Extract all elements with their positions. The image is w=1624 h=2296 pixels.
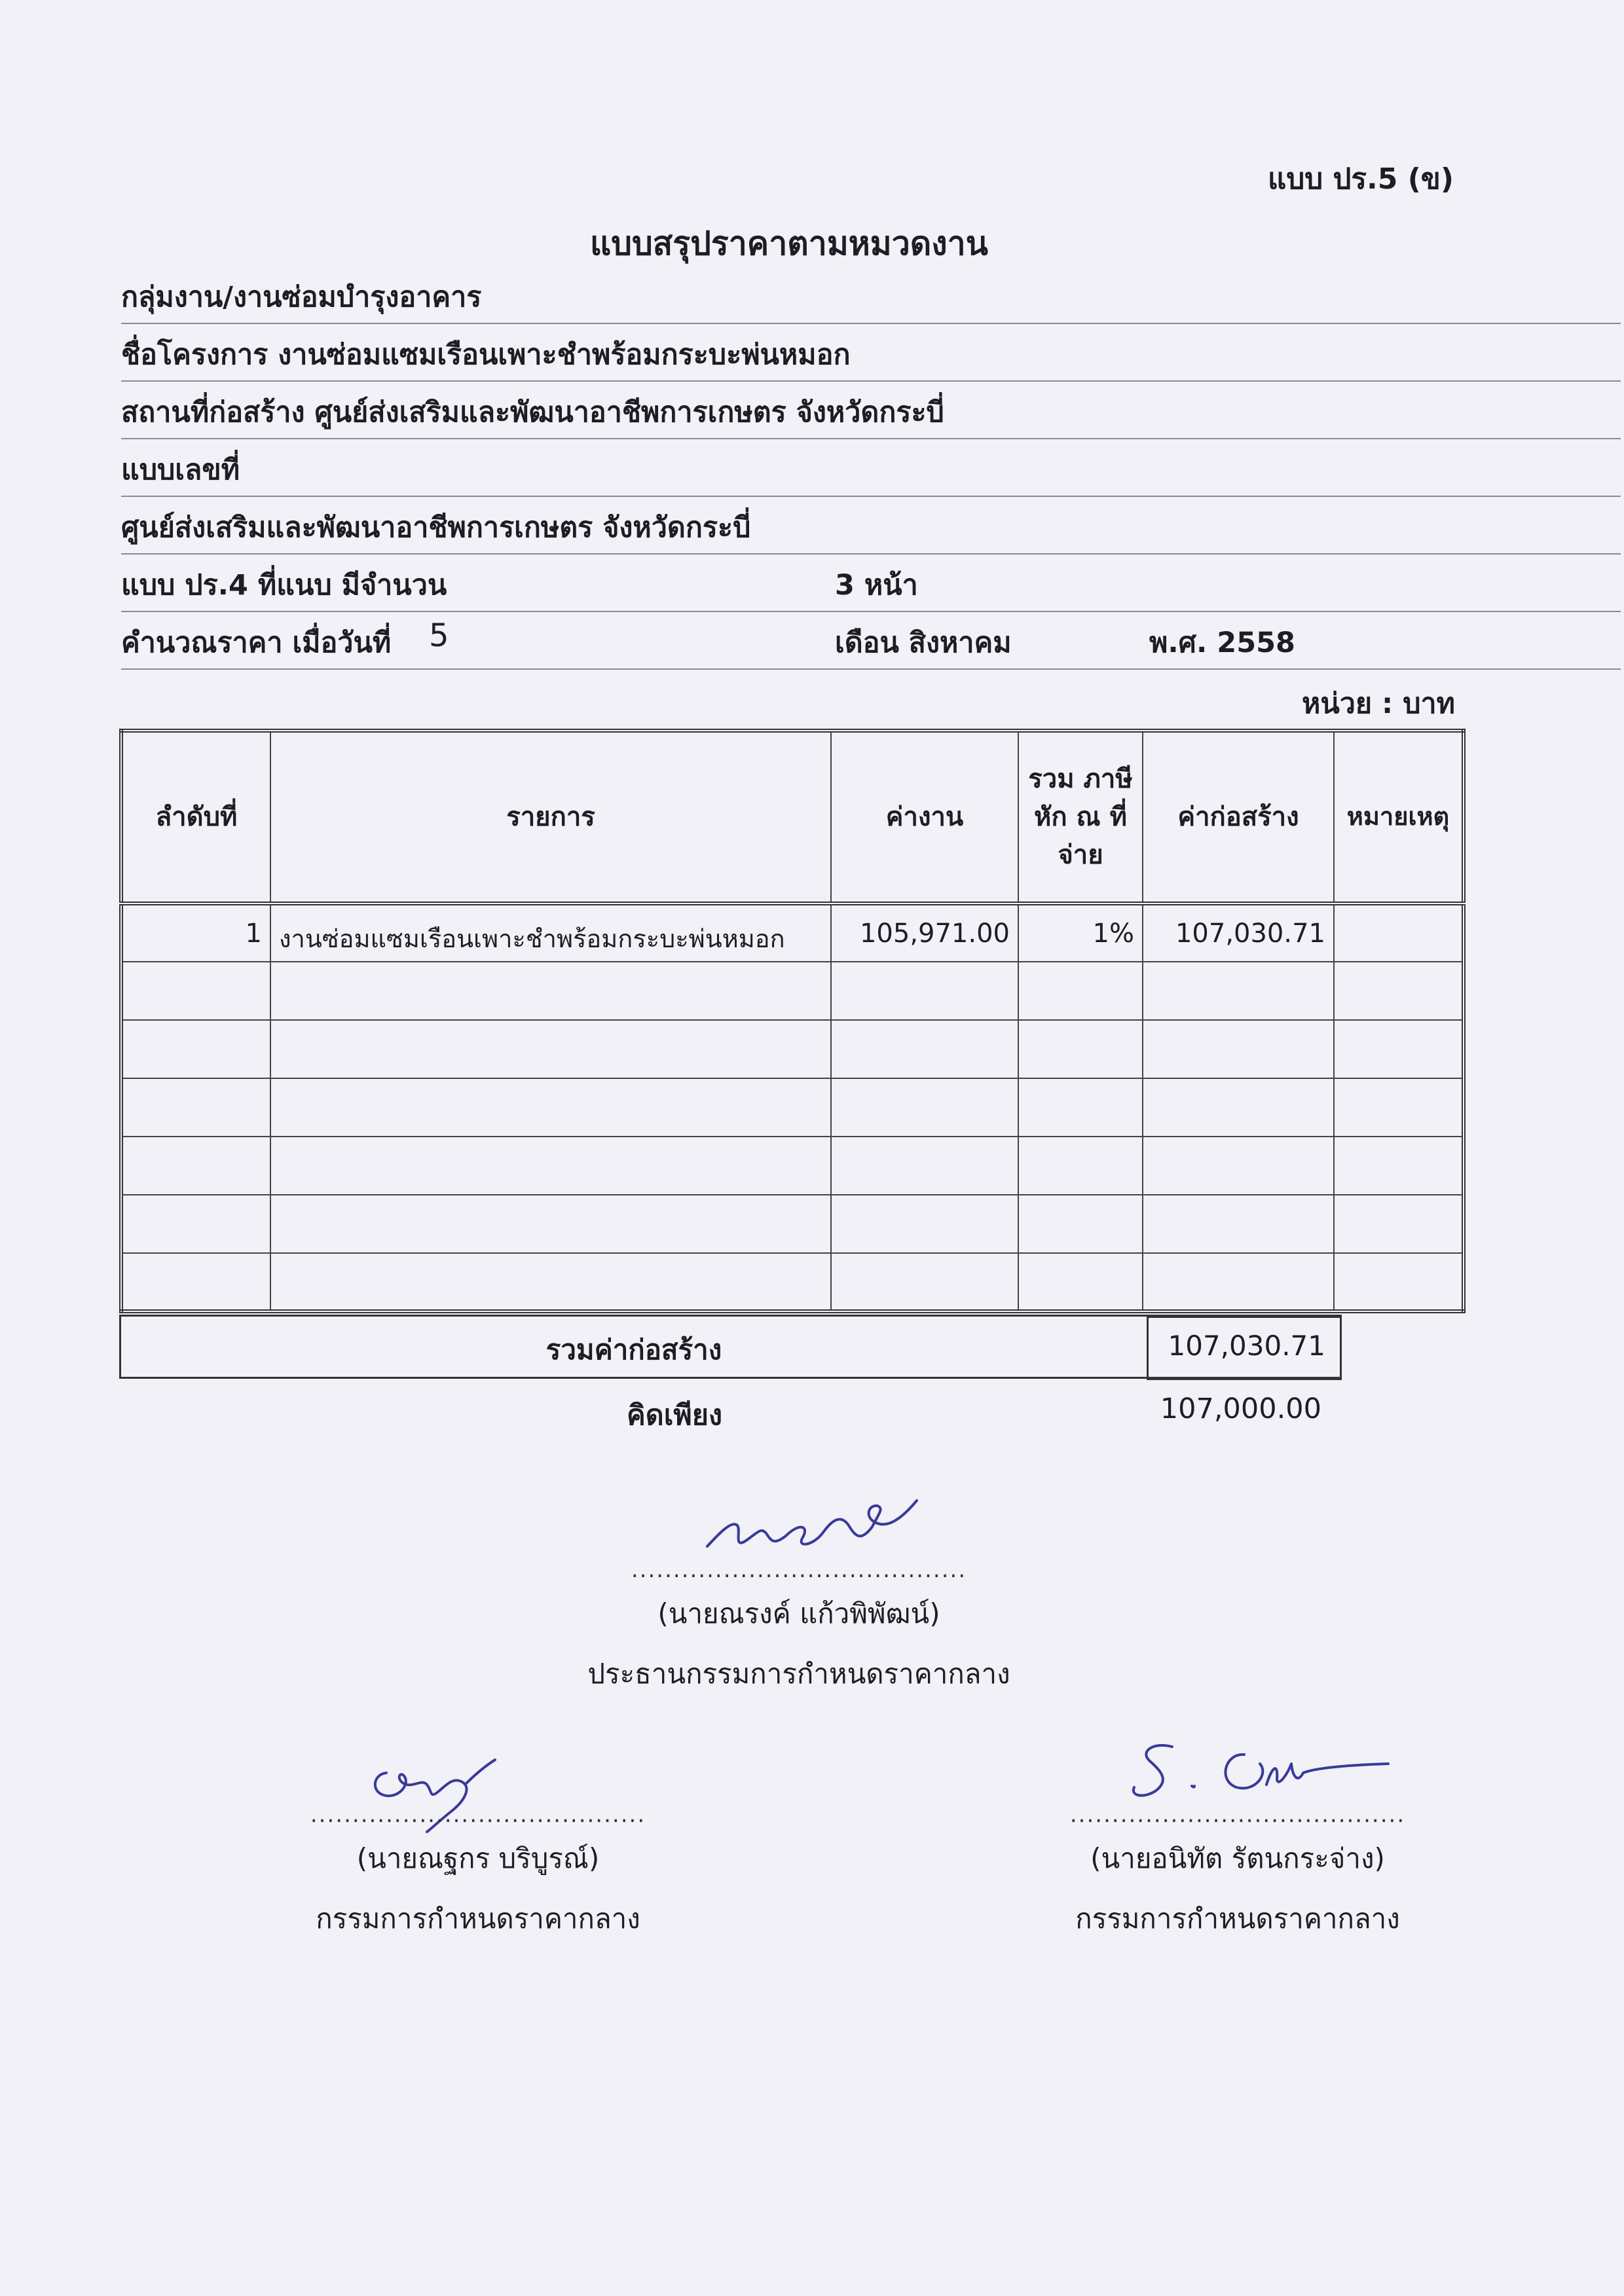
- total-value: 107,030.71: [1168, 1330, 1325, 1362]
- info-line-location: [121, 380, 1621, 439]
- row-item: งานซ่อมแซมเรือนเพาะชำพร้อมกระบะพ่นหมอก: [270, 903, 831, 962]
- document-title: แบบสรุปราคาตามหมวดงาน: [590, 225, 988, 263]
- project-name: ชื่อโครงการ งานซ่อมแซมเรือนเพาะชำพร้อมกระบะพ่นหมอก: [121, 338, 851, 371]
- table-header-row: [121, 731, 1464, 903]
- currency-unit: หน่วย : บาท: [1301, 687, 1455, 720]
- header-item: รายการ: [270, 731, 831, 903]
- total-label: รวมค่าก่อสร้าง: [545, 1334, 722, 1366]
- chair-name: (นายณรงค์ แก้วพิพัฒน์): [657, 1597, 940, 1630]
- chair-signature-graphic: [701, 1486, 950, 1565]
- left-member-name: (นายณฐกร บริบูรณ์): [356, 1842, 600, 1874]
- calc-date-label: คำนวณราคา เมื่อวันที่: [121, 627, 392, 659]
- header-no: ลำดับที่: [121, 731, 270, 903]
- info-line-work-group: [121, 265, 1621, 324]
- rounded-label: คิดเพียง: [627, 1399, 722, 1432]
- table-row-empty: [121, 1137, 1464, 1195]
- info-line-calc-date: [121, 611, 1621, 670]
- table-row-empty: [121, 1020, 1464, 1078]
- header-work-cost: ค่างาน: [831, 731, 1018, 903]
- row-tax: 1%: [1018, 903, 1143, 962]
- agency-name: ศูนย์ส่งเสริมและพัฒนาอาชีพการเกษตร จังหวัดกระบี่: [121, 511, 751, 544]
- info-line-project: [121, 323, 1621, 382]
- chair-role: ประธานกรรมการกำหนดราคากลาง: [587, 1658, 1010, 1690]
- row-work-cost: 105,971.00: [831, 903, 1018, 962]
- right-member-name: (นายอนิทัต รัตนกระจ่าง): [1090, 1842, 1385, 1874]
- left-member-signature: [275, 1802, 681, 1941]
- info-line-attachments: [121, 553, 1621, 612]
- header-tax: รวม ภาษีหัก ณ ที่จ่าย: [1018, 731, 1143, 903]
- form-code: แบบ ปร.5 (ข): [1267, 162, 1454, 196]
- header-construction-cost: ค่าก่อสร้าง: [1143, 731, 1334, 903]
- row-remark: [1334, 903, 1464, 962]
- table-row-empty: [121, 1195, 1464, 1253]
- info-line-agency: [121, 496, 1621, 555]
- table-row: [121, 903, 1464, 962]
- calc-day: 5: [429, 617, 449, 654]
- rounded-value: 107,000.00: [1160, 1393, 1321, 1425]
- total-row: [119, 1315, 1340, 1379]
- info-line-design-no: [121, 438, 1621, 497]
- right-member-signature-line: ........................................: [1069, 1802, 1406, 1828]
- table-row-empty: [121, 1253, 1464, 1311]
- construction-location: สถานที่ก่อสร้าง ศูนย์ส่งเสริมและพัฒนาอาชีพการเกษตร จังหวัดกระบี่: [121, 396, 944, 429]
- header-remark: หมายเหตุ: [1334, 731, 1464, 903]
- table-row-empty: [121, 962, 1464, 1020]
- right-member-role: กรรมการกำหนดราคากลาง: [1075, 1903, 1400, 1935]
- design-number: แบบเลขที่: [121, 454, 240, 486]
- total-value-cell: [1147, 1315, 1342, 1380]
- row-construction-cost: 107,030.71: [1143, 903, 1334, 962]
- chair-signature: [576, 1557, 1022, 1696]
- cost-summary-table: [119, 729, 1466, 1313]
- chair-signature-line: ........................................: [631, 1557, 967, 1583]
- right-member-signature: [1035, 1802, 1441, 1941]
- page-count: 3 หน้า: [835, 569, 918, 602]
- row-no: 1: [121, 903, 270, 962]
- table-row-empty: [121, 1078, 1464, 1137]
- attached-form: แบบ ปร.4 ที่แนบ มีจำนวน: [121, 569, 447, 602]
- left-member-signature-line: ........................................: [310, 1802, 646, 1828]
- work-group: กลุ่มงาน/งานซ่อมบำรุงอาคาร: [121, 281, 482, 314]
- left-member-role: กรรมการกำหนดราคากลาง: [316, 1903, 640, 1935]
- calc-year: พ.ศ. 2558: [1149, 627, 1295, 659]
- calc-month: เดือน สิงหาคม: [835, 627, 1012, 659]
